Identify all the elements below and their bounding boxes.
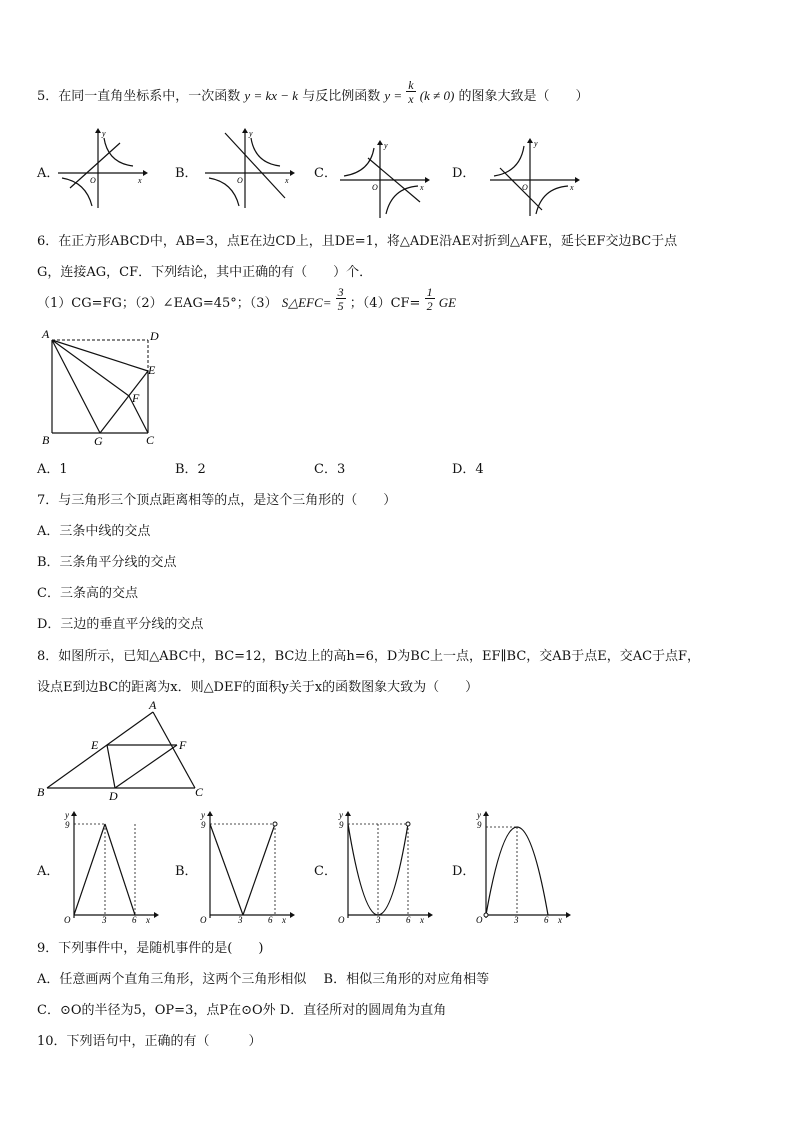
svg-text:F: F	[132, 391, 140, 405]
q9-stem: 9．下列事件中，是随机事件的是( )	[37, 941, 264, 956]
svg-text:O: O	[372, 183, 378, 192]
q9-options-row-1[interactable]: A．任意画两个直角三角形，这两个三角形相似 B．相似三角形的对应角相等	[37, 972, 490, 987]
svg-text:E: E	[148, 363, 156, 377]
svg-text:x: x	[146, 915, 150, 925]
q5-linear-expr: y = kx − k	[244, 88, 299, 103]
q7-option-d[interactable]: D．三边的垂直平分线的交点	[37, 617, 204, 632]
q6-stem-line-1: 6．在正方形ABCD中，AB=3，点E在边CD上，且DE=1，将△ADE沿AE对折到△AFE，延长EF交边BC于点	[37, 234, 678, 249]
svg-text:O: O	[200, 915, 207, 925]
q6-option-b[interactable]: B．2	[175, 462, 206, 477]
q9-options-row-2[interactable]: C．⊙O的半径为5，OP=3，点P在⊙O外 D．直径所对的圆周角为直角	[37, 1003, 447, 1018]
q8-graph-c	[336, 810, 436, 925]
svg-text:x: x	[285, 176, 289, 185]
q5-graph-b	[205, 128, 295, 208]
q5-graph-c	[340, 140, 430, 218]
svg-text:6: 6	[268, 915, 273, 925]
q7-option-b[interactable]: B．三条角平分线的交点	[37, 555, 177, 570]
q8-stem-line-1: 8．如图所示，已知△ABC中，BC=12，BC边上的高h=6，D为BC上一点，EF∥BC，交AB于点E，交AC于点F，	[37, 649, 701, 664]
svg-text:B: B	[37, 785, 45, 799]
svg-text:y: y	[477, 810, 481, 820]
svg-text:A: A	[42, 327, 50, 341]
svg-text:D: D	[109, 789, 118, 803]
q5-stem: 5．在同一直角坐标系中，一次函数 y = kx − k 与反比例函数 y = $\frac{k}{x}$ (k ≠ 0) 的图象大致是（ ）	[37, 77, 589, 106]
svg-text:y: y	[534, 139, 538, 148]
svg-text:9: 9	[201, 820, 206, 830]
q7-option-c[interactable]: C．三条高的交点	[37, 586, 138, 601]
q8-option-b[interactable]: B．	[175, 864, 198, 879]
svg-text:x: x	[420, 915, 424, 925]
svg-text:y: y	[384, 141, 388, 150]
svg-text:O: O	[90, 176, 96, 185]
svg-text:F: F	[179, 738, 187, 752]
svg-text:6: 6	[132, 915, 137, 925]
svg-text:D: D	[150, 329, 159, 343]
svg-text:y: y	[102, 129, 106, 138]
q8-option-c[interactable]: C．	[314, 864, 337, 879]
svg-text:6: 6	[544, 915, 549, 925]
svg-text:O: O	[338, 915, 345, 925]
svg-text:9: 9	[65, 820, 70, 830]
svg-text:x: x	[420, 183, 424, 192]
q5-graph-a	[58, 128, 148, 208]
svg-text:A: A	[149, 698, 157, 712]
q5-option-a[interactable]: A．	[37, 166, 60, 181]
svg-text:3: 3	[376, 915, 381, 925]
q8-triangle-figure	[35, 698, 215, 803]
q5-graph-d	[490, 138, 580, 216]
q8-option-a[interactable]: A．	[37, 864, 60, 879]
q6-option-c[interactable]: C．3	[314, 462, 346, 477]
svg-text:x: x	[138, 176, 142, 185]
svg-text:3: 3	[238, 915, 243, 925]
q10-stem: 10．下列语句中，正确的有（ ）	[37, 1034, 262, 1049]
svg-text:E: E	[91, 738, 99, 752]
svg-text:x: x	[570, 183, 574, 192]
svg-text:y: y	[65, 810, 69, 820]
svg-text:O: O	[476, 915, 483, 925]
q6-stem-line-2: G，连接AG，CF．下列结论，其中正确的有（ ）个．	[37, 265, 373, 280]
q8-stem-line-2: 设点E到边BC的距离为x．则△DEF的面积y关于x的函数图象大致为（ ）	[37, 680, 479, 695]
svg-text:x: x	[558, 915, 562, 925]
svg-text:G: G	[94, 434, 103, 448]
q5-option-b[interactable]: B．	[175, 166, 198, 181]
q6-conclusions: （1）CG=FG；（2）∠EAG=45°；（3） S△EFC= $\frac{3}{5}$ ；（4）CF= $\frac{1}{2}$ GE	[37, 284, 457, 313]
q5-option-c[interactable]: C．	[314, 166, 337, 181]
svg-text:3: 3	[514, 915, 519, 925]
svg-text:3: 3	[102, 915, 107, 925]
q8-option-d[interactable]: D．	[452, 864, 476, 879]
q7-stem: 7．与三角形三个顶点距离相等的点，是这个三角形的（ ）	[37, 493, 397, 508]
q6-option-a[interactable]: A．1	[37, 462, 68, 477]
q8-graph-a	[62, 810, 162, 925]
svg-text:y: y	[249, 129, 253, 138]
svg-text:C: C	[146, 433, 155, 447]
svg-text:O: O	[64, 915, 71, 925]
svg-text:O: O	[237, 176, 243, 185]
q8-graph-d	[474, 810, 574, 925]
q6-square-figure	[38, 326, 168, 446]
svg-text:B: B	[42, 433, 50, 447]
svg-text:y: y	[201, 810, 205, 820]
q8-graph-b	[198, 810, 298, 925]
q7-option-a[interactable]: A．三条中线的交点	[37, 524, 151, 539]
svg-text:9: 9	[339, 820, 344, 830]
svg-text:C: C	[195, 785, 204, 799]
q5-option-d[interactable]: D．	[452, 166, 476, 181]
svg-text:y: y	[339, 810, 343, 820]
svg-text:6: 6	[406, 915, 411, 925]
svg-text:x: x	[282, 915, 286, 925]
q5-fraction: $\frac{k}{x}$	[408, 77, 414, 106]
svg-text:O: O	[522, 183, 528, 192]
q6-option-d[interactable]: D．4	[452, 462, 484, 477]
svg-text:9: 9	[477, 820, 482, 830]
